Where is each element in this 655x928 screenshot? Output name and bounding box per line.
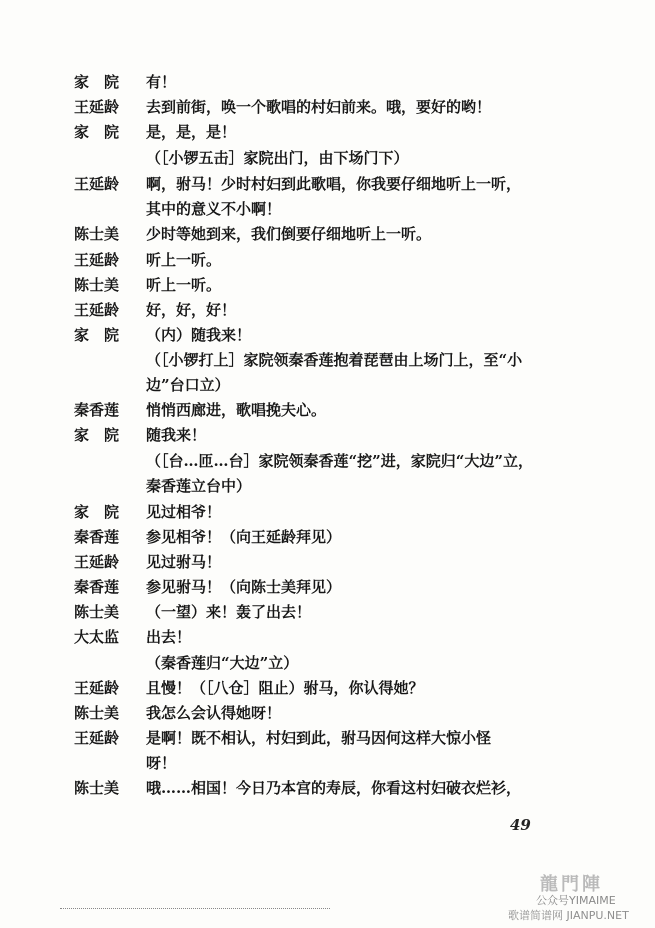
dialogue-text: 有！ xyxy=(146,73,177,91)
dialogue-text: 且慢！（［八仓］阻止）驸马，你认得她？ xyxy=(146,679,424,697)
dialogue-text: 好，好，好！ xyxy=(146,301,237,319)
dialogue-line xyxy=(0,500,655,526)
dialogue-line xyxy=(0,348,655,374)
watermark-logo: 龍門陣 xyxy=(540,874,603,895)
speaker-name: 秦香莲 xyxy=(74,578,120,596)
speaker-name: 王延龄 xyxy=(74,301,120,319)
bottom-dotted-rule xyxy=(60,908,330,910)
continuation-text: 呀！ xyxy=(146,754,177,772)
dialogue-text: 见过驸马！ xyxy=(146,553,222,571)
dialogue-line xyxy=(0,70,655,96)
dialogue-line xyxy=(0,701,655,727)
dialogue-text: 少时等她到来，我们倒要仔细地听上一听。 xyxy=(146,225,432,243)
dialogue-text: 出去！ xyxy=(146,628,192,646)
speaker-name: 王延龄 xyxy=(74,98,120,116)
dialogue-line xyxy=(0,95,655,121)
dialogue-line xyxy=(0,323,655,349)
speaker-name: 王延龄 xyxy=(74,553,120,571)
speaker-name: 秦香莲 xyxy=(74,528,120,546)
dialogue-line xyxy=(0,120,655,146)
speaker-name: 陈士美 xyxy=(74,779,120,797)
dialogue-text: 哦……相国！今日乃本宫的寿辰，你看这村妇破衣烂衫， xyxy=(146,779,522,797)
watermark-site: 歌谱简谱网 JIANPU.NET xyxy=(508,909,629,922)
speaker-name: 家院 xyxy=(74,426,135,444)
speaker-name: 陈士美 xyxy=(74,603,120,621)
dialogue-text: 参见驸马！（向陈士美拜见） xyxy=(146,578,342,596)
speaker-name: 陈士美 xyxy=(74,225,120,243)
dialogue-line xyxy=(0,423,655,449)
dialogue-text: 是啊！既不相认，村妇到此，驸马因何这样大惊小怪 xyxy=(146,729,492,747)
dialogue-line xyxy=(0,172,655,198)
speaker-name: 陈士美 xyxy=(74,276,120,294)
dialogue-line xyxy=(0,600,655,626)
dialogue-text: 听上一听。 xyxy=(146,276,222,294)
dialogue-line xyxy=(0,273,655,299)
dialogue-line xyxy=(0,676,655,702)
speaker-name: 家院 xyxy=(74,503,135,521)
dialogue-line xyxy=(0,575,655,601)
speaker-name: 家院 xyxy=(74,73,135,91)
speaker-name: 陈士美 xyxy=(74,704,120,722)
dialogue-line xyxy=(0,298,655,324)
speaker-name: 王延龄 xyxy=(74,251,120,269)
speaker-name: 王延龄 xyxy=(74,679,120,697)
page-number: 49 xyxy=(510,816,531,834)
speaker-name: 家院 xyxy=(74,326,135,344)
speaker-name: 王延龄 xyxy=(74,175,120,193)
dialogue-text: 随我来！ xyxy=(146,426,207,444)
continuation-text: 秦香莲立台中） xyxy=(146,477,252,495)
speaker-name: 秦香莲 xyxy=(74,401,120,419)
dialogue-text: 见过相爷！ xyxy=(146,503,222,521)
speaker-name: 大太监 xyxy=(74,628,120,646)
dialogue-text: 是，是，是！ xyxy=(146,123,237,141)
dialogue-text: 去到前街，唤一个歌唱的村妇前来。哦，要好的哟！ xyxy=(146,98,492,116)
dialogue-text: 我怎么会认得她呀！ xyxy=(146,704,282,722)
dialogue-line xyxy=(0,550,655,576)
dialogue-text: （一望）来！轰了出去！ xyxy=(146,603,312,621)
dialogue-line xyxy=(0,222,655,248)
speaker-name: 家院 xyxy=(74,123,135,141)
dialogue-text: 啊，驸马！少时村妇到此歌唱，你我要仔细地听上一听， xyxy=(146,175,522,193)
speaker-name: 王延龄 xyxy=(74,729,120,747)
dialogue-text: （内）随我来！ xyxy=(146,326,252,344)
dialogue-line xyxy=(0,651,655,677)
dialogue-line xyxy=(0,726,655,752)
stage-direction: （秦香莲归“大边”立） xyxy=(146,654,299,672)
dialogue-line xyxy=(0,248,655,274)
dialogue-text: 听上一听。 xyxy=(146,251,222,269)
continuation-text: 边”台口立） xyxy=(146,376,230,394)
dialogue-line xyxy=(0,776,655,802)
dialogue-line xyxy=(0,525,655,551)
dialogue-line xyxy=(0,146,655,172)
stage-direction: （［小锣打上］家院领秦香莲抱着琵琶由上场门上，至“小 xyxy=(146,351,523,369)
dialogue-line xyxy=(0,398,655,424)
stage-direction: （［台…匝…台］家院领秦香莲“挖”进，家院归“大边”立， xyxy=(146,452,534,470)
watermark-account: 公众号YIMAIME xyxy=(536,894,616,907)
dialogue-text: 悄悄西廊进，歌唱挽夫心。 xyxy=(146,401,327,419)
continuation-text: 其中的意义不小啊！ xyxy=(146,200,282,218)
stage-direction: （［小锣五击］家院出门，由下场门下） xyxy=(146,149,409,167)
dialogue-line xyxy=(0,625,655,651)
dialogue-text: 参见相爷！（向王延龄拜见） xyxy=(146,528,342,546)
dialogue-line xyxy=(0,449,655,475)
